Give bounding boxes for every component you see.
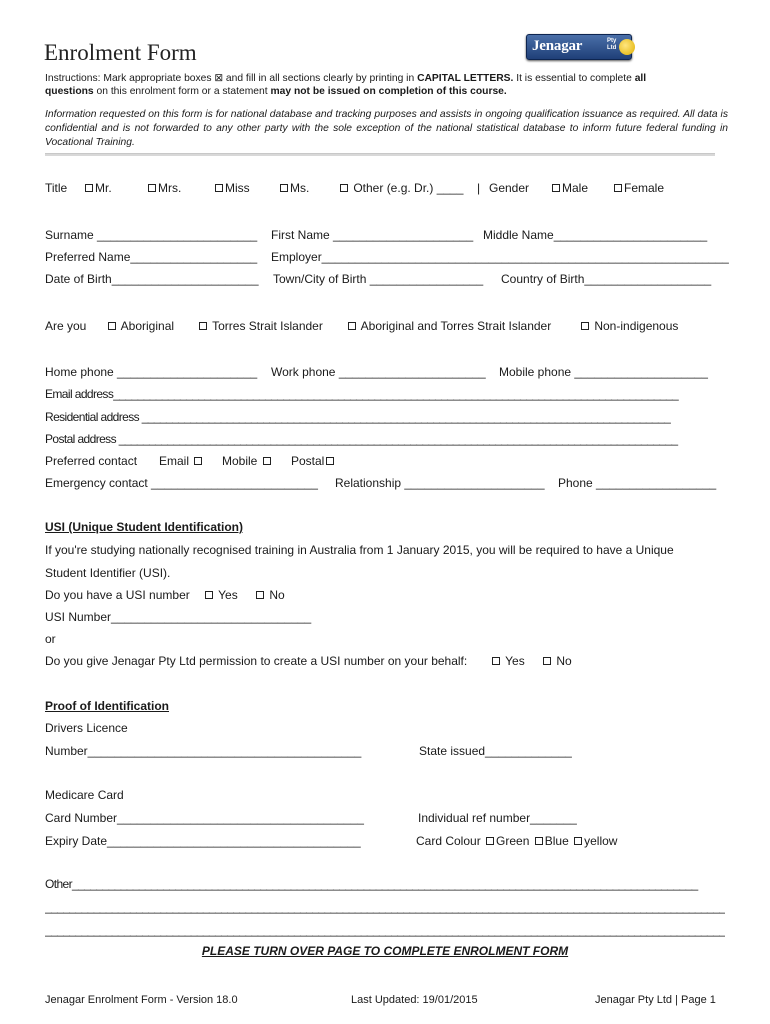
residential-address-field[interactable]: Residential address _______________________________________________________________________________________: [45, 410, 671, 424]
option-label: Yes: [505, 654, 525, 668]
blue-option[interactable]: Blue: [544, 834, 569, 848]
title-mr-option[interactable]: [83, 181, 112, 195]
checkbox-icon[interactable]: [574, 837, 582, 845]
card-number-field[interactable]: Card Number_____________________________________: [45, 811, 364, 825]
option-label: Miss: [225, 181, 250, 195]
option-label: Non-indigenous: [594, 319, 679, 333]
permission-no-option[interactable]: [541, 654, 572, 668]
instructions-text: Instructions: Mark appropriate boxes ⊠ and fill in all sections clearly by printing in: [45, 73, 418, 84]
other-id-line[interactable]: ________________________________________________________________________________________________________________: [45, 900, 725, 914]
usi-text: Student Identifier (USI).: [45, 566, 171, 580]
separator: |: [477, 181, 481, 195]
checkbox-icon[interactable]: [326, 457, 334, 465]
checkbox-icon[interactable]: [199, 322, 207, 330]
work-phone-field[interactable]: Work phone ______________________: [271, 365, 486, 379]
permission-yes-option[interactable]: [490, 654, 525, 668]
proof-heading: Proof of Identification: [45, 699, 169, 713]
relationship-field[interactable]: Relationship _____________________: [335, 476, 545, 490]
instructions-emphasis: all: [634, 73, 647, 84]
mobile-phone-field[interactable]: Mobile phone ____________________: [499, 365, 708, 379]
option-label: Postal: [291, 454, 325, 468]
medicare-label: Medicare Card: [45, 788, 124, 802]
or-label: or: [45, 632, 56, 646]
middle-name-field[interactable]: Middle Name_______________________: [483, 228, 708, 242]
footer-updated: Last Updated: 19/01/2015: [351, 994, 478, 1006]
logo-badge-icon: [619, 39, 635, 55]
usi-permission-label: Do you give Jenagar Pty Ltd permission to create a USI number on your behalf:: [45, 654, 468, 668]
checkbox-icon[interactable]: [85, 184, 93, 192]
non-indigenous-option[interactable]: [579, 319, 678, 333]
checkbox-icon[interactable]: [256, 591, 264, 599]
usi-text: If you're studying nationally recognised training in Australia from 1 January 2015, you will be required to have a Unique: [45, 543, 674, 557]
footer-version: Jenagar Enrolment Form - Version 18.0: [45, 994, 238, 1006]
checkbox-icon[interactable]: [614, 184, 622, 192]
checkbox-icon[interactable]: [492, 657, 500, 665]
other-id-line[interactable]: ________________________________________________________________________________________________________________: [45, 923, 725, 937]
individual-ref-field[interactable]: Individual ref number_______: [418, 811, 577, 825]
logo-suffix: Pty Ltd: [607, 38, 617, 51]
option-label: Aboriginal: [120, 319, 175, 333]
checkbox-icon[interactable]: [148, 184, 156, 192]
aboriginal-option[interactable]: [106, 319, 174, 333]
usi-no-option[interactable]: [254, 588, 285, 602]
instructions-line-1: [45, 72, 725, 86]
checkbox-icon[interactable]: [552, 184, 560, 192]
preferred-name-field[interactable]: Preferred Name___________________: [45, 250, 258, 264]
title-other-option[interactable]: [338, 181, 463, 195]
option-label: Torres Strait Islander: [212, 319, 323, 333]
option-label: Female: [624, 181, 665, 195]
footer-page: Jenagar Pty Ltd | Page 1: [595, 994, 716, 1006]
checkbox-icon[interactable]: [205, 591, 213, 599]
checkbox-icon[interactable]: [108, 322, 116, 330]
postal-address-field[interactable]: Postal address ____________________________________________________________________________________________: [45, 432, 678, 446]
title-miss-option[interactable]: [213, 181, 250, 195]
checkbox-icon[interactable]: [215, 184, 223, 192]
first-name-field[interactable]: First Name _____________________: [271, 228, 474, 242]
aboriginal-tsi-option[interactable]: [346, 319, 551, 333]
privacy-info: Information requested on this form is for national database and tracking purposes and assists in ongoing qualification issuance as required. All data is confidential and is not forwarded to any other party with the sole exception of the national statistical database to inform future federal funding in Vocational Training.: [45, 109, 728, 148]
green-option[interactable]: Green: [496, 834, 530, 848]
option-label: Male: [562, 181, 589, 195]
town-of-birth-field[interactable]: Town/City of Birth _________________: [273, 272, 484, 286]
instructions-text: It is essential to complete: [513, 73, 635, 84]
preferred-contact-label: Preferred contact: [45, 454, 138, 468]
option-label: Mrs.: [158, 181, 182, 195]
preferred-mobile-option[interactable]: [222, 454, 273, 468]
option-label: No: [556, 654, 572, 668]
option-label: Aboriginal and Torres Strait Islander: [360, 319, 552, 333]
are-you-label: Are you: [45, 319, 87, 333]
instructions-emphasis: questions: [45, 86, 94, 97]
gender-label: Gender: [489, 181, 530, 195]
instructions-emphasis: CAPITAL LETTERS.: [417, 73, 514, 84]
divider: [45, 153, 715, 156]
instructions-line-2: [45, 85, 725, 99]
title-mrs-option[interactable]: [146, 181, 181, 195]
checkbox-icon[interactable]: [280, 184, 288, 192]
gender-female-option[interactable]: [612, 181, 664, 195]
expiry-date-field[interactable]: Expiry Date______________________________________: [45, 834, 361, 848]
option-label: Yes: [218, 588, 238, 602]
emergency-contact-field[interactable]: Emergency contact _________________________: [45, 476, 318, 490]
option-label: Mr.: [95, 181, 112, 195]
title-label: Title: [45, 181, 68, 195]
home-phone-field[interactable]: Home phone _____________________: [45, 365, 258, 379]
checkbox-icon[interactable]: [486, 837, 494, 845]
employer-field[interactable]: Employer_____________________________________________________________: [271, 250, 729, 264]
date-of-birth-field[interactable]: Date of Birth______________________: [45, 272, 259, 286]
usi-heading: USI (Unique Student Identification): [45, 520, 243, 534]
instructions-text: on this enrolment form or a statement: [93, 86, 271, 97]
preferred-email-option[interactable]: [159, 454, 204, 468]
form-title: Enrolment Form: [44, 40, 197, 65]
instructions-emphasis: may not be issued on completion of this course.: [270, 86, 507, 97]
other-id-field[interactable]: Other_______________________________________________________________________________________________________: [45, 877, 698, 891]
option-label: Other (e.g. Dr.) ____: [353, 181, 464, 195]
state-issued-field[interactable]: State issued_____________: [419, 744, 572, 758]
usi-number-field[interactable]: USI Number______________________________: [45, 610, 312, 624]
card-colour-label: Card Colour: [416, 834, 481, 848]
card-colour-group: [416, 834, 617, 848]
have-usi-label: Do you have a USI number: [45, 588, 190, 602]
jenagar-logo: [526, 34, 632, 60]
gender-male-option[interactable]: [550, 181, 588, 195]
title-ms-option[interactable]: [278, 181, 309, 195]
torres-strait-option[interactable]: [197, 319, 323, 333]
yellow-option[interactable]: yellow: [584, 834, 618, 848]
checkbox-icon[interactable]: [340, 184, 348, 192]
checkbox-icon[interactable]: [348, 322, 356, 330]
checkbox-icon[interactable]: [535, 837, 543, 845]
checkbox-icon[interactable]: [581, 322, 589, 330]
option-label: No: [269, 588, 285, 602]
turn-over-notice: PLEASE TURN OVER PAGE TO COMPLETE ENROLMENT FORM: [201, 944, 569, 958]
preferred-postal-option[interactable]: [291, 454, 336, 468]
checkbox-icon[interactable]: [543, 657, 551, 665]
checkbox-icon[interactable]: [263, 457, 271, 465]
option-label: Ms.: [290, 181, 310, 195]
surname-field[interactable]: Surname ________________________: [45, 228, 258, 242]
emergency-phone-field[interactable]: Phone __________________: [558, 476, 717, 490]
logo-text: Jenagar: [532, 38, 583, 54]
checkbox-icon[interactable]: [194, 457, 202, 465]
email-field[interactable]: Email address_____________________________________________________________________________________________: [45, 387, 679, 401]
usi-yes-option[interactable]: [203, 588, 238, 602]
country-of-birth-field[interactable]: Country of Birth___________________: [501, 272, 712, 286]
drivers-licence-label: Drivers Licence: [45, 721, 128, 735]
option-label: Mobile: [222, 454, 258, 468]
option-label: Email: [159, 454, 190, 468]
licence-number-field[interactable]: Number_________________________________________: [45, 744, 362, 758]
